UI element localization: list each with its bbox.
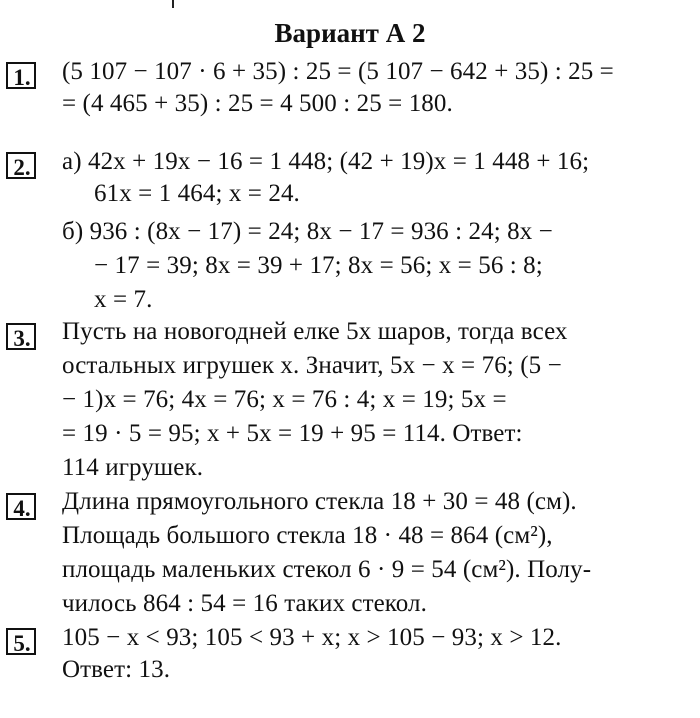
problem-number-4: 4. xyxy=(6,493,36,520)
problem-2-line-5: x = 7. xyxy=(94,286,153,313)
top-edge-mark xyxy=(172,0,174,8)
problem-number-3: 3. xyxy=(6,323,36,350)
page-title: Вариант А 2 xyxy=(274,18,426,48)
problem-3-line-3: − 1)x = 76; 4x = 76; x = 76 : 4; x = 19; 5x = xyxy=(62,386,507,413)
problem-3-line-4: = 19 · 5 = 95; x + 5x = 19 + 95 = 114. Ответ: xyxy=(62,420,523,447)
problem-3-line-1: Пусть на новогодней елке 5x шаров, тогда всех xyxy=(62,318,568,345)
problem-number-5: 5. xyxy=(6,628,36,655)
problem-2-line-2: 61x = 1 464; x = 24. xyxy=(94,180,300,207)
problem-4-line-1: Длина прямоугольного стекла 18 + 30 = 48 (см). xyxy=(62,488,577,515)
problem-3-line-5: 114 игрушек. xyxy=(62,454,204,481)
problem-5-line-1: 105 − x < 93; 105 < 93 + x; x > 105 − 93; x > 12. xyxy=(62,624,562,651)
problem-1-line-1: (5 107 − 107 · 6 + 35) : 25 = (5 107 − 642 + 35) : 25 = xyxy=(62,58,614,85)
problem-4-line-2: Площадь большого стекла 18 · 48 = 864 (см²), xyxy=(62,522,553,549)
problem-2-line-4: − 17 = 39; 8x = 39 + 17; 8x = 56; x = 56 : 8; xyxy=(94,252,543,279)
problem-number-2: 2. xyxy=(6,152,36,179)
problem-5-line-2: Ответ: 13. xyxy=(62,656,171,683)
problem-3-line-2: остальных игрушек x. Значит, 5x − x = 76; (5 − xyxy=(62,352,562,379)
problem-2-line-3: б) 936 : (8x − 17) = 24; 8x − 17 = 936 : 24; 8x − xyxy=(62,218,553,245)
problem-4-line-3: площадь маленьких стекол 6 · 9 = 54 (см²). Полу- xyxy=(62,556,592,583)
problem-4-line-4: чилось 864 : 54 = 16 таких стекол. xyxy=(62,590,427,617)
problem-1-line-2: = (4 465 + 35) : 25 = 4 500 : 25 = 180. xyxy=(62,90,453,117)
problem-number-1: 1. xyxy=(6,62,36,89)
problem-2-line-1: а) 42x + 19x − 16 = 1 448; (42 + 19)x = 1 448 + 16; xyxy=(62,148,590,175)
